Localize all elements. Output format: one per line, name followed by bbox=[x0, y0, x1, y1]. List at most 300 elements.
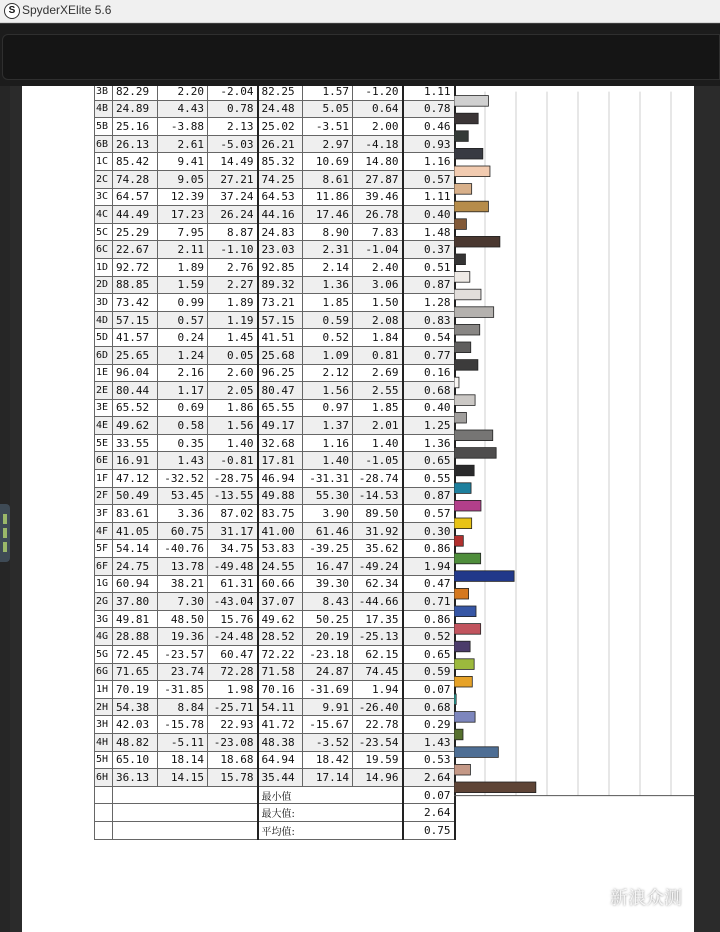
table-cell: 2.01 bbox=[353, 417, 403, 435]
table-cell: 60.66 bbox=[258, 575, 303, 593]
table-cell: 49.62 bbox=[113, 417, 158, 435]
table-cell: 64.57 bbox=[113, 188, 158, 206]
table-cell: 0.40 bbox=[403, 206, 455, 224]
table-cell: 0.35 bbox=[158, 434, 208, 452]
table-row bbox=[95, 170, 455, 188]
table-row bbox=[95, 135, 455, 153]
table-cell: 8.61 bbox=[303, 170, 353, 188]
table-cell: 1H bbox=[95, 681, 113, 699]
table-cell: 5B bbox=[95, 118, 113, 136]
title-bar bbox=[0, 0, 720, 23]
bar-4C bbox=[454, 219, 466, 230]
table-cell: 88.85 bbox=[113, 276, 158, 294]
table-cell: 71.58 bbox=[258, 663, 303, 681]
table-cell: -23.08 bbox=[208, 733, 258, 751]
table-cell: 2.55 bbox=[353, 382, 403, 400]
table-cell: 48.82 bbox=[113, 733, 158, 751]
bar-2D bbox=[454, 289, 481, 300]
table-cell: 15.78 bbox=[208, 769, 258, 787]
table-row bbox=[95, 399, 455, 417]
table-cell: 9.41 bbox=[158, 153, 208, 171]
table-cell: 3D bbox=[95, 294, 113, 312]
table-cell: 14.80 bbox=[353, 153, 403, 171]
table-cell: 2D bbox=[95, 276, 113, 294]
table-cell: 0.77 bbox=[403, 346, 455, 364]
table-cell: 2.69 bbox=[353, 364, 403, 382]
table-cell: 1.48 bbox=[403, 223, 455, 241]
table-cell: -23.18 bbox=[303, 646, 353, 664]
table-cell: 27.87 bbox=[353, 170, 403, 188]
table-cell: 1.50 bbox=[353, 294, 403, 312]
table-cell: 61.31 bbox=[208, 575, 258, 593]
bar-3G bbox=[454, 624, 481, 635]
table-cell: 74.28 bbox=[113, 170, 158, 188]
table-cell: 54.38 bbox=[113, 698, 158, 716]
table-cell: 0.86 bbox=[403, 610, 455, 628]
table-cell: 4C bbox=[95, 206, 113, 224]
table-cell: -0.81 bbox=[208, 452, 258, 470]
table-cell: 37.24 bbox=[208, 188, 258, 206]
table-cell: 0.47 bbox=[403, 575, 455, 593]
table-cell: -15.78 bbox=[158, 716, 208, 734]
table-cell: 1.24 bbox=[158, 346, 208, 364]
bar-4F bbox=[454, 536, 463, 547]
table-cell: 3H bbox=[95, 716, 113, 734]
bar-2C bbox=[454, 184, 472, 195]
table-cell: 24.87 bbox=[303, 663, 353, 681]
table-cell: 1.11 bbox=[403, 86, 455, 100]
table-cell: 2.13 bbox=[208, 118, 258, 136]
table-row bbox=[95, 100, 455, 118]
table-cell: 65.52 bbox=[113, 399, 158, 417]
app-logo-icon: S bbox=[4, 3, 20, 19]
table-cell: 48.50 bbox=[158, 610, 208, 628]
table-cell: 34.75 bbox=[208, 540, 258, 558]
table-cell: 0.93 bbox=[403, 135, 455, 153]
table-cell: 1E bbox=[95, 364, 113, 382]
table-cell: 0.46 bbox=[403, 118, 455, 136]
table-cell: 0.07 bbox=[403, 681, 455, 699]
table-cell: -24.48 bbox=[208, 628, 258, 646]
table-cell: 5G bbox=[95, 646, 113, 664]
table-cell: 1.36 bbox=[303, 276, 353, 294]
table-cell: 1F bbox=[95, 470, 113, 488]
table-row bbox=[95, 716, 455, 734]
table-cell: 74.45 bbox=[353, 663, 403, 681]
table-cell: 0.69 bbox=[158, 399, 208, 417]
table-cell: 19.59 bbox=[353, 751, 403, 769]
table-row bbox=[95, 364, 455, 382]
table-row bbox=[95, 487, 455, 505]
table-cell: 11.86 bbox=[303, 188, 353, 206]
table-cell: 85.42 bbox=[113, 153, 158, 171]
table-cell: 18.42 bbox=[303, 751, 353, 769]
table-cell: 6F bbox=[95, 558, 113, 576]
table-cell: 22.67 bbox=[113, 241, 158, 259]
table-cell: -32.52 bbox=[158, 470, 208, 488]
bar-3E bbox=[454, 412, 466, 423]
table-cell: -1.05 bbox=[353, 452, 403, 470]
table-cell: 5F bbox=[95, 540, 113, 558]
table-cell: 0.05 bbox=[208, 346, 258, 364]
table-cell: 25.29 bbox=[113, 223, 158, 241]
table-cell: 46.94 bbox=[258, 470, 303, 488]
table-cell: 23.03 bbox=[258, 241, 303, 259]
table-cell: 5D bbox=[95, 329, 113, 347]
table-cell: 35.62 bbox=[353, 540, 403, 558]
table-cell: 8.90 bbox=[303, 223, 353, 241]
table-cell: 6B bbox=[95, 135, 113, 153]
table-cell: 2C bbox=[95, 170, 113, 188]
toolbar bbox=[0, 23, 720, 86]
table-cell: 3G bbox=[95, 610, 113, 628]
table-cell: 23.74 bbox=[158, 663, 208, 681]
table-cell: 72.45 bbox=[113, 646, 158, 664]
table-cell: 25.68 bbox=[258, 346, 303, 364]
table-cell: 7.30 bbox=[158, 593, 208, 611]
table-cell: 1C bbox=[95, 153, 113, 171]
table-cell: 0.55 bbox=[403, 470, 455, 488]
table-cell: -44.66 bbox=[353, 593, 403, 611]
table-row bbox=[95, 258, 455, 276]
table-cell: 18.68 bbox=[208, 751, 258, 769]
table-cell: -5.11 bbox=[158, 733, 208, 751]
table-cell: 1.40 bbox=[303, 452, 353, 470]
table-cell: 17.35 bbox=[353, 610, 403, 628]
table-cell: 0.37 bbox=[403, 241, 455, 259]
bar-2E bbox=[454, 395, 475, 406]
table-cell: 60.75 bbox=[158, 522, 208, 540]
table-cell: 80.47 bbox=[258, 382, 303, 400]
bar-4H bbox=[454, 747, 498, 758]
table-cell: -3.51 bbox=[303, 118, 353, 136]
table-cell: 1.94 bbox=[403, 558, 455, 576]
table-cell: 1.43 bbox=[403, 733, 455, 751]
table-cell: 12.39 bbox=[158, 188, 208, 206]
table-cell: 24.55 bbox=[258, 558, 303, 576]
table-cell: -49.48 bbox=[208, 558, 258, 576]
summary-value: 2.64 bbox=[403, 804, 455, 822]
table-cell: 62.15 bbox=[353, 646, 403, 664]
bar-4E bbox=[454, 430, 493, 441]
table-cell: 53.83 bbox=[258, 540, 303, 558]
table-cell: 0.81 bbox=[353, 346, 403, 364]
table-cell: 0.54 bbox=[403, 329, 455, 347]
table-cell: 41.57 bbox=[113, 329, 158, 347]
table-cell: 72.28 bbox=[208, 663, 258, 681]
table-cell: 1.59 bbox=[158, 276, 208, 294]
table-cell: 60.94 bbox=[113, 575, 158, 593]
table-cell: 2.27 bbox=[208, 276, 258, 294]
bar-4B bbox=[454, 113, 478, 124]
table-row bbox=[95, 223, 455, 241]
table-cell: 0.78 bbox=[403, 100, 455, 118]
table-row bbox=[95, 663, 455, 681]
table-row bbox=[95, 558, 455, 576]
bar-2H bbox=[454, 712, 475, 723]
bar-5D bbox=[454, 342, 471, 353]
table-cell: 73.21 bbox=[258, 294, 303, 312]
color-accuracy-table bbox=[94, 86, 456, 840]
table-cell: -23.57 bbox=[158, 646, 208, 664]
table-cell: 61.46 bbox=[303, 522, 353, 540]
table-cell: 25.16 bbox=[113, 118, 158, 136]
table-cell: 64.53 bbox=[258, 188, 303, 206]
table-cell: 0.40 bbox=[403, 399, 455, 417]
table-cell: 4F bbox=[95, 522, 113, 540]
bar-6D bbox=[454, 360, 478, 371]
table-cell: 2.64 bbox=[403, 769, 455, 787]
watermark-text: 新浪众测 bbox=[610, 888, 682, 909]
table-cell: 1.85 bbox=[353, 399, 403, 417]
summary-label: 平均值: bbox=[258, 821, 403, 839]
table-cell: 15.76 bbox=[208, 610, 258, 628]
table-cell: 36.13 bbox=[113, 769, 158, 787]
table-cell: -39.25 bbox=[303, 540, 353, 558]
table-cell: 54.14 bbox=[113, 540, 158, 558]
table-cell: 0.29 bbox=[403, 716, 455, 734]
bar-6C bbox=[454, 254, 465, 265]
table-cell: 0.78 bbox=[208, 100, 258, 118]
table-cell: 5.05 bbox=[303, 100, 353, 118]
table-cell: 41.00 bbox=[258, 522, 303, 540]
table-cell: 48.38 bbox=[258, 733, 303, 751]
report-page[interactable] bbox=[22, 86, 694, 932]
bar-1H bbox=[454, 694, 456, 705]
table-cell: 60.47 bbox=[208, 646, 258, 664]
table-cell: 2.05 bbox=[208, 382, 258, 400]
table-cell: 4G bbox=[95, 628, 113, 646]
table-cell: -15.67 bbox=[303, 716, 353, 734]
bar-1C bbox=[454, 166, 490, 177]
table-cell: 1.19 bbox=[208, 311, 258, 329]
table-cell: 89.50 bbox=[353, 505, 403, 523]
bar-3F bbox=[454, 518, 472, 529]
table-cell: 8.87 bbox=[208, 223, 258, 241]
table-cell: -1.04 bbox=[353, 241, 403, 259]
bar-3D bbox=[454, 307, 494, 318]
table-cell: 13.78 bbox=[158, 558, 208, 576]
table-cell: 18.14 bbox=[158, 751, 208, 769]
table-cell: 2.61 bbox=[158, 135, 208, 153]
table-cell: 0.86 bbox=[403, 540, 455, 558]
table-cell: 62.34 bbox=[353, 575, 403, 593]
table-cell: -1.10 bbox=[208, 241, 258, 259]
bar-5B bbox=[454, 131, 468, 142]
table-cell: 2F bbox=[95, 487, 113, 505]
table-cell: 31.92 bbox=[353, 522, 403, 540]
table-row bbox=[95, 751, 455, 769]
table-cell: 50.25 bbox=[303, 610, 353, 628]
table-cell: 37.80 bbox=[113, 593, 158, 611]
table-cell: 1.40 bbox=[208, 434, 258, 452]
table-cell: 4D bbox=[95, 311, 113, 329]
table-cell: 0.58 bbox=[158, 417, 208, 435]
table-cell: 65.10 bbox=[113, 751, 158, 769]
table-cell: 2.11 bbox=[158, 241, 208, 259]
bar-6E bbox=[454, 465, 474, 476]
table-cell: 3B bbox=[95, 86, 113, 100]
table-cell: 1.98 bbox=[208, 681, 258, 699]
table-row bbox=[95, 417, 455, 435]
table-cell: 7.83 bbox=[353, 223, 403, 241]
table-cell: -28.75 bbox=[208, 470, 258, 488]
table-cell: -49.24 bbox=[353, 558, 403, 576]
table-cell: 2.16 bbox=[158, 364, 208, 382]
table-cell: 1.43 bbox=[158, 452, 208, 470]
table-row bbox=[95, 698, 455, 716]
table-cell: 17.46 bbox=[303, 206, 353, 224]
table-cell: -14.53 bbox=[353, 487, 403, 505]
table-cell: 1.16 bbox=[303, 434, 353, 452]
table-cell: 0.87 bbox=[403, 487, 455, 505]
summary-value: 0.75 bbox=[403, 821, 455, 839]
table-cell: 22.78 bbox=[353, 716, 403, 734]
table-cell: -25.71 bbox=[208, 698, 258, 716]
table-cell: 0.24 bbox=[158, 329, 208, 347]
table-cell: 16.47 bbox=[303, 558, 353, 576]
bar-6H bbox=[454, 782, 536, 793]
table-cell: 65.55 bbox=[258, 399, 303, 417]
table-cell: 89.32 bbox=[258, 276, 303, 294]
bar-6B bbox=[454, 148, 483, 159]
table-cell: 49.17 bbox=[258, 417, 303, 435]
table-cell: -13.55 bbox=[208, 487, 258, 505]
table-cell: 71.65 bbox=[113, 663, 158, 681]
table-cell: 3.36 bbox=[158, 505, 208, 523]
bar-4G bbox=[454, 641, 470, 652]
table-cell: 2.00 bbox=[353, 118, 403, 136]
table-cell: 0.65 bbox=[403, 646, 455, 664]
table-row bbox=[95, 470, 455, 488]
table-cell: 3E bbox=[95, 399, 113, 417]
summary-label: 最大值: bbox=[258, 804, 403, 822]
table-cell: 0.87 bbox=[403, 276, 455, 294]
table-cell: 0.71 bbox=[403, 593, 455, 611]
table-cell: 82.25 bbox=[258, 86, 303, 100]
table-cell: 28.88 bbox=[113, 628, 158, 646]
table-cell: 3F bbox=[95, 505, 113, 523]
left-rail bbox=[0, 86, 10, 932]
bar-1D bbox=[454, 272, 470, 283]
delta-e-bar-chart bbox=[454, 86, 694, 858]
bar-5E bbox=[454, 448, 496, 459]
table-cell: 53.45 bbox=[158, 487, 208, 505]
table-cell: 14.49 bbox=[208, 153, 258, 171]
bar-1G bbox=[454, 588, 469, 599]
table-cell: 4B bbox=[95, 100, 113, 118]
table-cell: 39.30 bbox=[303, 575, 353, 593]
table-row bbox=[95, 522, 455, 540]
table-cell: -25.13 bbox=[353, 628, 403, 646]
table-cell: 19.36 bbox=[158, 628, 208, 646]
table-cell: 2.97 bbox=[303, 135, 353, 153]
table-cell: 6G bbox=[95, 663, 113, 681]
table-cell: 44.49 bbox=[113, 206, 158, 224]
table-cell: 0.57 bbox=[158, 311, 208, 329]
table-cell: 2.76 bbox=[208, 258, 258, 276]
table-row bbox=[95, 646, 455, 664]
table-cell: 1.57 bbox=[303, 86, 353, 100]
table-cell: 9.91 bbox=[303, 698, 353, 716]
bar-4D bbox=[454, 324, 480, 335]
table-cell: 32.68 bbox=[258, 434, 303, 452]
table-cell: 3.06 bbox=[353, 276, 403, 294]
table-cell: 10.69 bbox=[303, 153, 353, 171]
bar-2G bbox=[454, 606, 476, 617]
table-row bbox=[95, 241, 455, 259]
table-row bbox=[95, 733, 455, 751]
table-cell: -3.88 bbox=[158, 118, 208, 136]
table-cell: 1.86 bbox=[208, 399, 258, 417]
table-cell: 26.78 bbox=[353, 206, 403, 224]
table-cell: 64.94 bbox=[258, 751, 303, 769]
table-cell: 24.89 bbox=[113, 100, 158, 118]
table-cell: 50.49 bbox=[113, 487, 158, 505]
panel-resize-handle[interactable] bbox=[0, 504, 10, 562]
table-cell: 49.88 bbox=[258, 487, 303, 505]
table-cell: -40.76 bbox=[158, 540, 208, 558]
table-cell: 16.91 bbox=[113, 452, 158, 470]
table-cell: 14.15 bbox=[158, 769, 208, 787]
table-cell: 2E bbox=[95, 382, 113, 400]
table-cell: 4E bbox=[95, 417, 113, 435]
table-cell: 54.11 bbox=[258, 698, 303, 716]
table-cell: -1.20 bbox=[353, 86, 403, 100]
table-cell: -31.31 bbox=[303, 470, 353, 488]
table-cell: -5.03 bbox=[208, 135, 258, 153]
table-cell: 5E bbox=[95, 434, 113, 452]
table-cell: 0.52 bbox=[403, 628, 455, 646]
table-cell: 0.59 bbox=[303, 311, 353, 329]
table-cell: 42.03 bbox=[113, 716, 158, 734]
table-cell: 1.36 bbox=[403, 434, 455, 452]
table-cell: 5C bbox=[95, 223, 113, 241]
table-cell: 0.97 bbox=[303, 399, 353, 417]
bar-3H bbox=[454, 729, 463, 740]
table-cell: 0.16 bbox=[403, 364, 455, 382]
table-row bbox=[95, 276, 455, 294]
table-cell: 7.95 bbox=[158, 223, 208, 241]
table-cell: 1.84 bbox=[353, 329, 403, 347]
table-cell: 24.48 bbox=[258, 100, 303, 118]
table-cell: 47.12 bbox=[113, 470, 158, 488]
table-cell: 6C bbox=[95, 241, 113, 259]
table-row bbox=[95, 206, 455, 224]
summary-row bbox=[95, 821, 455, 839]
bar-3B bbox=[454, 96, 488, 107]
table-cell: 2.20 bbox=[158, 86, 208, 100]
table-row bbox=[95, 681, 455, 699]
table-cell: 41.51 bbox=[258, 329, 303, 347]
table-cell: -43.04 bbox=[208, 593, 258, 611]
table-row bbox=[95, 346, 455, 364]
table-cell: 17.23 bbox=[158, 206, 208, 224]
table-cell: 3.90 bbox=[303, 505, 353, 523]
table-cell: 1.25 bbox=[403, 417, 455, 435]
table-cell: 1.37 bbox=[303, 417, 353, 435]
table-cell: 2.60 bbox=[208, 364, 258, 382]
table-cell: 17.14 bbox=[303, 769, 353, 787]
table-cell: 8.43 bbox=[303, 593, 353, 611]
table-row bbox=[95, 575, 455, 593]
table-cell: 17.81 bbox=[258, 452, 303, 470]
table-cell: 1.89 bbox=[158, 258, 208, 276]
table-cell: 49.62 bbox=[258, 610, 303, 628]
table-cell: -3.52 bbox=[303, 733, 353, 751]
table-cell: 74.25 bbox=[258, 170, 303, 188]
table-cell: 0.64 bbox=[353, 100, 403, 118]
